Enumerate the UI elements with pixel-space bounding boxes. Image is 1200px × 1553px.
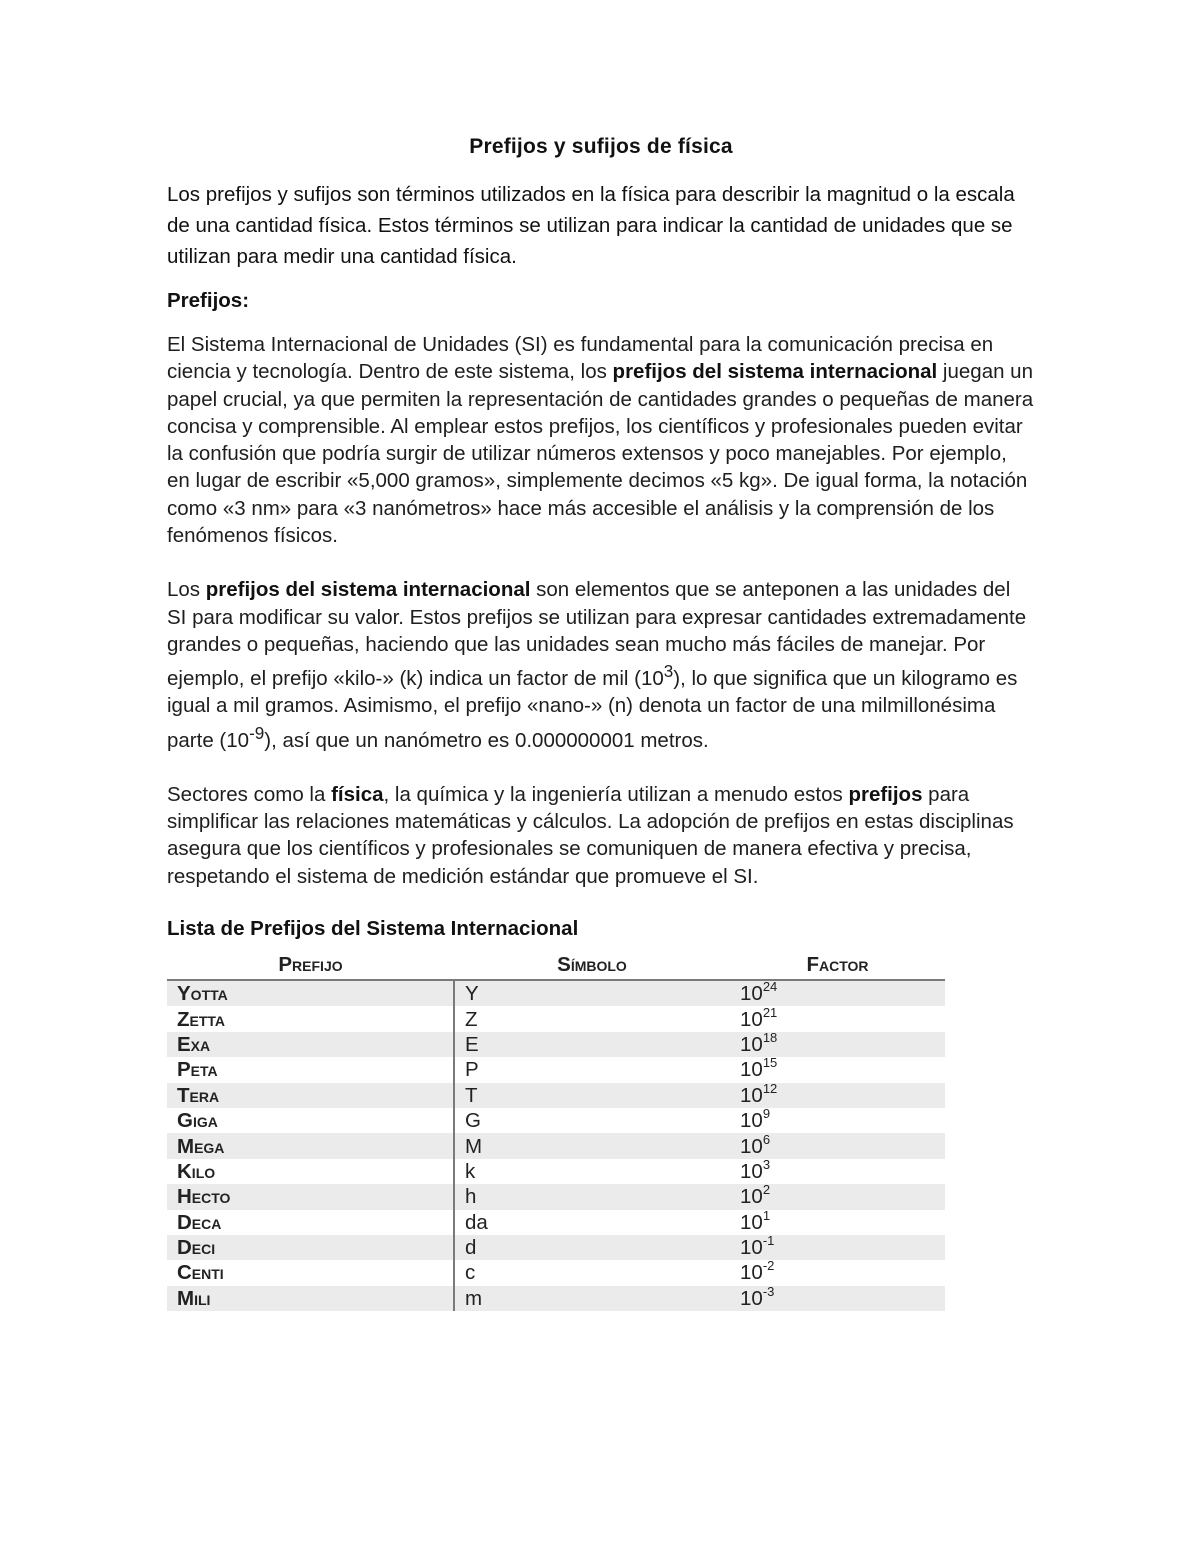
factor-base: 10: [740, 1134, 763, 1158]
paragraph-1-bold-term: prefijos del sistema internacional: [612, 360, 938, 384]
cell-symbol: m: [454, 1286, 730, 1311]
factor-base: 10: [740, 1007, 763, 1031]
factor-exponent: 1: [762, 1207, 771, 1223]
intro-paragraph: Los prefijos y sufijos son términos utilizados en la física para describir la magnitud o la escala de una cantidad física. Estos términos se utilizan para indicar la cantidad de unidades que se utilizan para medir una cantidad física.: [167, 183, 1015, 268]
factor-base: 10: [740, 1210, 763, 1234]
cell-symbol: E: [454, 1032, 730, 1057]
paragraph-2-text-e: ), así que un nanómetro es 0.000000001 metros.: [264, 728, 709, 752]
cell-symbol: da: [465, 1210, 488, 1234]
cell-factor: [730, 1156, 945, 1184]
paragraph-2: [167, 576, 1035, 753]
cell-prefix: Deci: [167, 1235, 454, 1260]
factor-base: 10: [740, 1261, 763, 1285]
cell-symbol: T: [454, 1083, 730, 1108]
paragraph-1: [167, 331, 1035, 549]
paragraph-1-text-a: El Sistema Internacional de Unidades (SI) es fundamental para la comunicación precisa en ciencia y tecnología. Dentro de este sistema, los: [167, 333, 994, 384]
cell-prefix: Tera: [167, 1083, 454, 1108]
cell-symbol: P: [465, 1058, 479, 1082]
paragraph-2-bold-term: prefijos del sistema internacional: [205, 578, 531, 602]
paragraph-2-text-c: son elementos que se anteponen a las unidades del SI para modificar su valor. Estos prefijos se utilizan para expresar cantidades extremadamente grandes o pequeñas, haciendo que las unidades sean mucho más fáciles de manejar. Por ejemplo, el prefijo «kilo-» (k) indica un factor de mil (10: [167, 578, 1027, 691]
paragraph-3-bold-fisica: física: [331, 782, 384, 806]
factor-base: 10: [740, 1032, 763, 1056]
factor-exponent: 21: [762, 1004, 778, 1020]
cell-symbol: h: [454, 1184, 730, 1209]
cell-factor: [730, 1133, 945, 1158]
factor-base: 10: [740, 1185, 763, 1209]
factor-exponent: 6: [762, 1131, 771, 1147]
header-prefix: Prefijo: [167, 951, 454, 980]
cell-prefix: Exa: [167, 1032, 454, 1057]
factor-exponent: -1: [762, 1233, 775, 1249]
factor-exponent: -3: [762, 1283, 775, 1299]
paragraph-2-text-d: ), lo que significa que un kilogramo es igual a mil gramos. Asimismo, el prefijo «nano-» (n) denota un factor de una milmillonésima parte (10: [167, 667, 1018, 752]
header-factor: Factor: [730, 951, 945, 980]
table-row: [167, 1260, 945, 1285]
factor-base: 10: [740, 1083, 763, 1107]
cell-prefix: Mega: [167, 1133, 454, 1158]
paragraph-3-text-c: , la química y la ingeniería utilizan a menudo estos: [383, 782, 849, 806]
factor-exponent: 3: [762, 1156, 771, 1172]
factor-base: 10: [740, 982, 763, 1006]
cell-prefix: Centi: [167, 1260, 454, 1285]
table-row: [167, 1108, 945, 1133]
cell-factor: [730, 1080, 945, 1108]
cell-factor: [730, 1207, 945, 1235]
cell-factor: [730, 1235, 945, 1260]
table-row: [167, 980, 945, 1006]
table-row: [167, 1083, 945, 1108]
factor-exponent: 12: [762, 1080, 778, 1096]
section-heading: [167, 289, 1035, 313]
cell-factor: [730, 1057, 945, 1082]
cell-prefix: Deca: [167, 1210, 454, 1235]
factor-exponent: 24: [762, 979, 778, 995]
table-row: [167, 1006, 945, 1031]
factor-exponent: 2: [762, 1182, 771, 1198]
factor-exponent: 18: [762, 1029, 778, 1045]
document-title: Prefijos y sufijos de física: [469, 135, 733, 158]
paragraph-3: [167, 781, 1035, 890]
paragraph-2-exponent-1: 3: [663, 662, 674, 682]
section-heading-text: Prefijos: [167, 289, 243, 312]
factor-exponent: 9: [762, 1106, 771, 1122]
factor-exponent: -2: [762, 1258, 775, 1274]
factor-base: 10: [740, 1286, 763, 1310]
cell-factor: [730, 1029, 945, 1057]
paragraph-3-bold-prefijos: prefijos: [848, 782, 923, 806]
table-row: [167, 1210, 945, 1235]
cell-prefix: Kilo: [167, 1159, 454, 1184]
cell-prefix: Yotta: [167, 980, 454, 1006]
paragraph-2-text-a: Los: [167, 578, 206, 602]
table-header-row: [167, 951, 945, 980]
cell-factor: [730, 1184, 945, 1209]
cell-symbol: c: [465, 1261, 476, 1285]
cell-symbol: d: [454, 1235, 730, 1260]
cell-prefix: Peta: [167, 1057, 454, 1082]
cell-prefix: Hecto: [167, 1184, 454, 1209]
paragraph-3-text-d: para simplificar las relaciones matemáticas y cálculos. La adopción de prefijos en estas disciplinas asegura que los científicos y profesionales se comuniquen de manera efectiva y precisa, respetando el sistema de medición estándar que promueve el SI.: [167, 782, 1014, 888]
table-row: [167, 1159, 945, 1184]
factor-base: 10: [740, 1109, 763, 1133]
factor-base: 10: [740, 1058, 763, 1082]
factor-base: 10: [740, 1159, 763, 1183]
cell-symbol: k: [465, 1159, 476, 1183]
table-row: [167, 1184, 945, 1209]
cell-prefix: Zetta: [167, 1006, 454, 1031]
prefix-table: [167, 951, 945, 1311]
factor-exponent: 15: [762, 1055, 778, 1071]
cell-prefix: Mili: [167, 1286, 454, 1311]
factor-base: 10: [740, 1236, 763, 1260]
table-body: [167, 980, 945, 1311]
cell-factor: [730, 1108, 945, 1133]
cell-factor: [730, 980, 945, 1006]
table-row: [167, 1133, 945, 1158]
document-page: [167, 135, 1035, 1311]
cell-symbol: Y: [454, 980, 730, 1006]
table-title: Lista de Prefijos del Sistema Internacional: [167, 917, 579, 940]
cell-factor: [730, 1006, 945, 1031]
section-heading-colon: :: [242, 289, 250, 312]
cell-factor: [730, 1283, 945, 1311]
paragraph-1-text-c: juegan un papel crucial, ya que permiten la representación de cantidades grandes o pequeñas de manera concisa y comprensible. Al emplear estos prefijos, los científicos y profesionales pueden evitar la confusión que podría surgir de utilizar números extensos y poco manejables. Por ejemplo, en lugar de escribir «5,000 gramos», simplemente decimos «5 kg». De igual forma, la notación como «3 nm» para «3 nanómetros» hace más accesible el análisis y la comprensión de los fenómenos físicos.: [167, 360, 1034, 548]
cell-symbol: G: [465, 1109, 481, 1133]
header-symbol: Símbolo: [454, 951, 730, 980]
paragraph-3-text-a: Sectores como la: [167, 782, 332, 806]
cell-symbol: M: [454, 1133, 730, 1158]
paragraph-2-exponent-2: -9: [249, 723, 265, 743]
table-row: [167, 1057, 945, 1082]
table-row: [167, 1286, 945, 1311]
table-row: [167, 1235, 945, 1260]
cell-factor: [730, 1260, 945, 1285]
table-row: [167, 1032, 945, 1057]
cell-prefix: Giga: [167, 1108, 454, 1133]
cell-symbol: Z: [465, 1007, 478, 1031]
